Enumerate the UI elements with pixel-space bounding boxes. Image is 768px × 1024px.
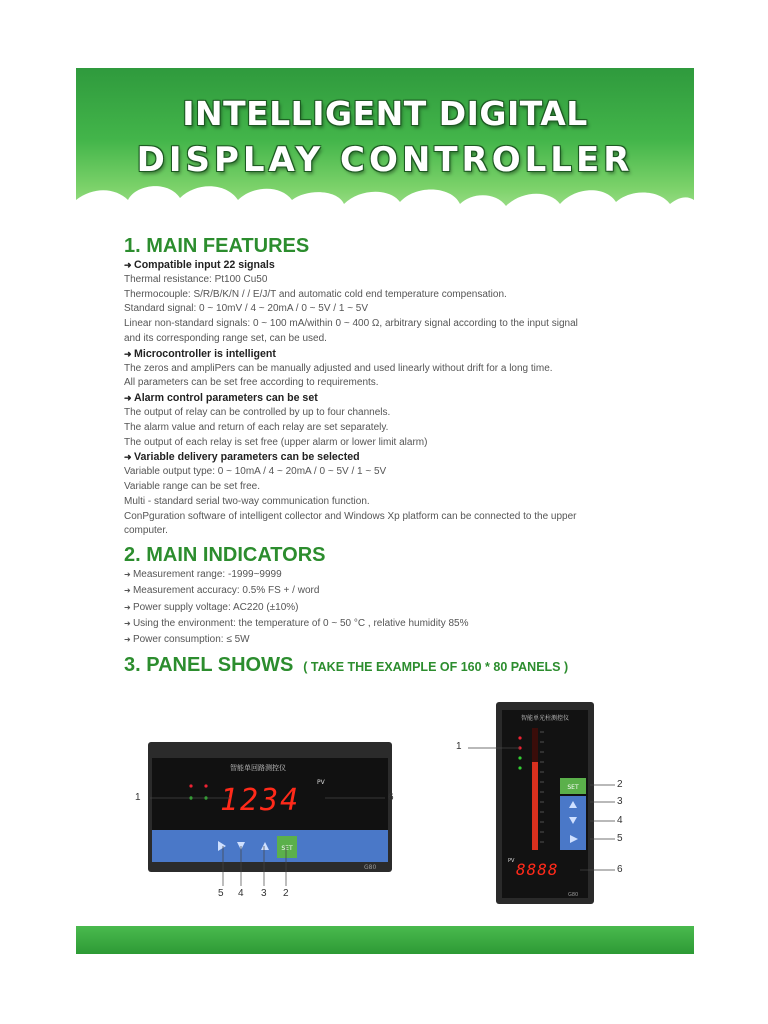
feature-line: Variable range can be set free. <box>124 480 261 492</box>
callout-4: 4 <box>238 888 244 899</box>
indicator-item-text: Measurement accuracy: 0.5% FS + / word <box>132 585 320 597</box>
callout-5: 5 <box>218 888 224 899</box>
feature-line: Standard signal: 0 ~ 10mV / 4 ~ 20mA / 0 ~ 5V / 1 ~ 5V <box>124 303 369 315</box>
feature-group-title <box>124 450 684 465</box>
callout-2: 2 <box>617 779 623 790</box>
indicator-item <box>124 632 684 648</box>
callout-3: 3 <box>261 888 267 899</box>
arrow-bullet-icon: ➜ <box>124 393 135 404</box>
arrow-bullet-icon: ➜ <box>124 348 135 359</box>
feature-line: Thermocouple: S/R/B/K/N / / E/J/T and automatic cold end temperature compensation. <box>124 288 507 300</box>
arrow-bullet-icon: ➜ <box>124 260 135 270</box>
horizontal-header-text: 智能单回路测控仪 <box>230 764 286 772</box>
indicators-list <box>124 567 684 648</box>
feature-group-title-text: Alarm control parameters can be set <box>134 392 318 405</box>
callout-6: 6 <box>388 792 394 803</box>
section-heading-panel <box>124 653 684 679</box>
feature-line: The output of each relay is set free (upper alarm or lower limit alarm) <box>124 436 428 448</box>
horizontal-display-value: 1234 <box>220 783 301 818</box>
section-heading-indicators: 2. MAIN INDICATORS <box>124 544 326 567</box>
arrow-bullet-icon: ➜ <box>124 602 133 612</box>
horizontal-callout-lines <box>130 740 400 908</box>
feature-group-title <box>124 347 684 362</box>
cloud-edge <box>76 178 694 228</box>
vertical-callout-lines <box>460 740 620 880</box>
feature-line: computer. <box>124 525 168 537</box>
callout-2: 2 <box>283 888 289 899</box>
indicator-item <box>124 600 684 616</box>
feature-line: The output of relay can be controlled by up to four channels. <box>124 406 391 418</box>
feature-line: Thermal resistance: Pt100 Cu50 <box>124 273 268 285</box>
indicator-item <box>124 583 684 599</box>
indicator-item <box>124 567 684 583</box>
title-banner <box>76 68 694 228</box>
footer-band <box>76 926 694 954</box>
section-heading-features: 1. MAIN FEATURES <box>124 235 310 257</box>
callout-1: 1 <box>456 741 462 752</box>
indicator-item <box>124 616 684 632</box>
arrow-bullet-icon: ➜ <box>124 619 133 629</box>
callout-3: 3 <box>617 796 623 807</box>
model-label: G80 <box>568 892 579 898</box>
title-line-1: INTELLIGENT DIGITAL <box>182 94 588 133</box>
feature-line: The alarm value and return of each relay are set separately. <box>124 421 389 433</box>
arrow-bullet-icon: ➜ <box>124 570 133 580</box>
arrow-bullet-icon: ➜ <box>124 635 133 645</box>
model-label: G80 <box>364 864 377 871</box>
set-button-label: SET <box>281 845 293 852</box>
feature-line: Linear non-standard signals: 0 ~ 100 mA/within 0 ~ 400 Ω, arbitrary signal according to the input signal <box>124 318 578 330</box>
feature-group-title-text: Microcontroller is intelligent <box>134 347 276 360</box>
panel-heading-text: 3. PANEL SHOWS <box>124 653 294 676</box>
callout-4: 4 <box>617 815 623 826</box>
arrow-bullet-icon: ➜ <box>124 452 135 463</box>
indicator-item-text: Power consumption: ≤ 5W <box>132 634 250 646</box>
vertical-header-text: 智能单光柱测控仪 <box>520 715 570 722</box>
feature-line: Variable output type: 0 ~ 10mA / 4 ~ 20mA / 0 ~ 5V / 1 ~ 5V <box>124 466 387 478</box>
pv-label: PV <box>508 858 515 864</box>
feature-group-title <box>124 258 684 273</box>
feature-group-title-text: Variable delivery parameters can be selected <box>134 451 360 464</box>
feature-group-title-text: Compatible input 22 signals <box>134 259 275 271</box>
set-button-label: SET <box>567 784 579 791</box>
indicator-item-text: Power supply voltage: AC220 (±10%) <box>132 601 299 613</box>
indicator-item-text: Using the environment: the temperature of 0 ~ 50 °C , relative humidity 85% <box>132 618 469 630</box>
content <box>124 234 684 679</box>
feature-line: Multi - standard serial two-way communication function. <box>124 495 370 507</box>
panel-subheading: ( TAKE THE EXAMPLE OF 160 * 80 PANELS ) <box>303 659 569 674</box>
features-list <box>124 258 684 539</box>
indicator-item-text: Measurement range: -1999~9999 <box>132 569 282 581</box>
title-line-2: DISPLAY CONTROLLER <box>136 140 634 180</box>
feature-group-title <box>124 391 684 406</box>
feature-line: All parameters can be set free according to requirements. <box>124 377 379 389</box>
callout-6: 6 <box>617 864 623 875</box>
vertical-display-value: 8888 <box>516 860 559 879</box>
arrow-bullet-icon: ➜ <box>124 586 133 596</box>
feature-line: The zeros and ampliPers can be manually adjusted and used linearly without drift for a long time. <box>124 362 553 374</box>
callout-5: 5 <box>617 833 623 844</box>
feature-line: ConPguration software of intelligent collector and Windows Xp platform can be connected to the upper <box>124 510 577 522</box>
callout-1: 1 <box>135 792 141 803</box>
pv-label: PV <box>317 779 325 786</box>
feature-line: and its corresponding range set, can be used. <box>124 332 327 344</box>
